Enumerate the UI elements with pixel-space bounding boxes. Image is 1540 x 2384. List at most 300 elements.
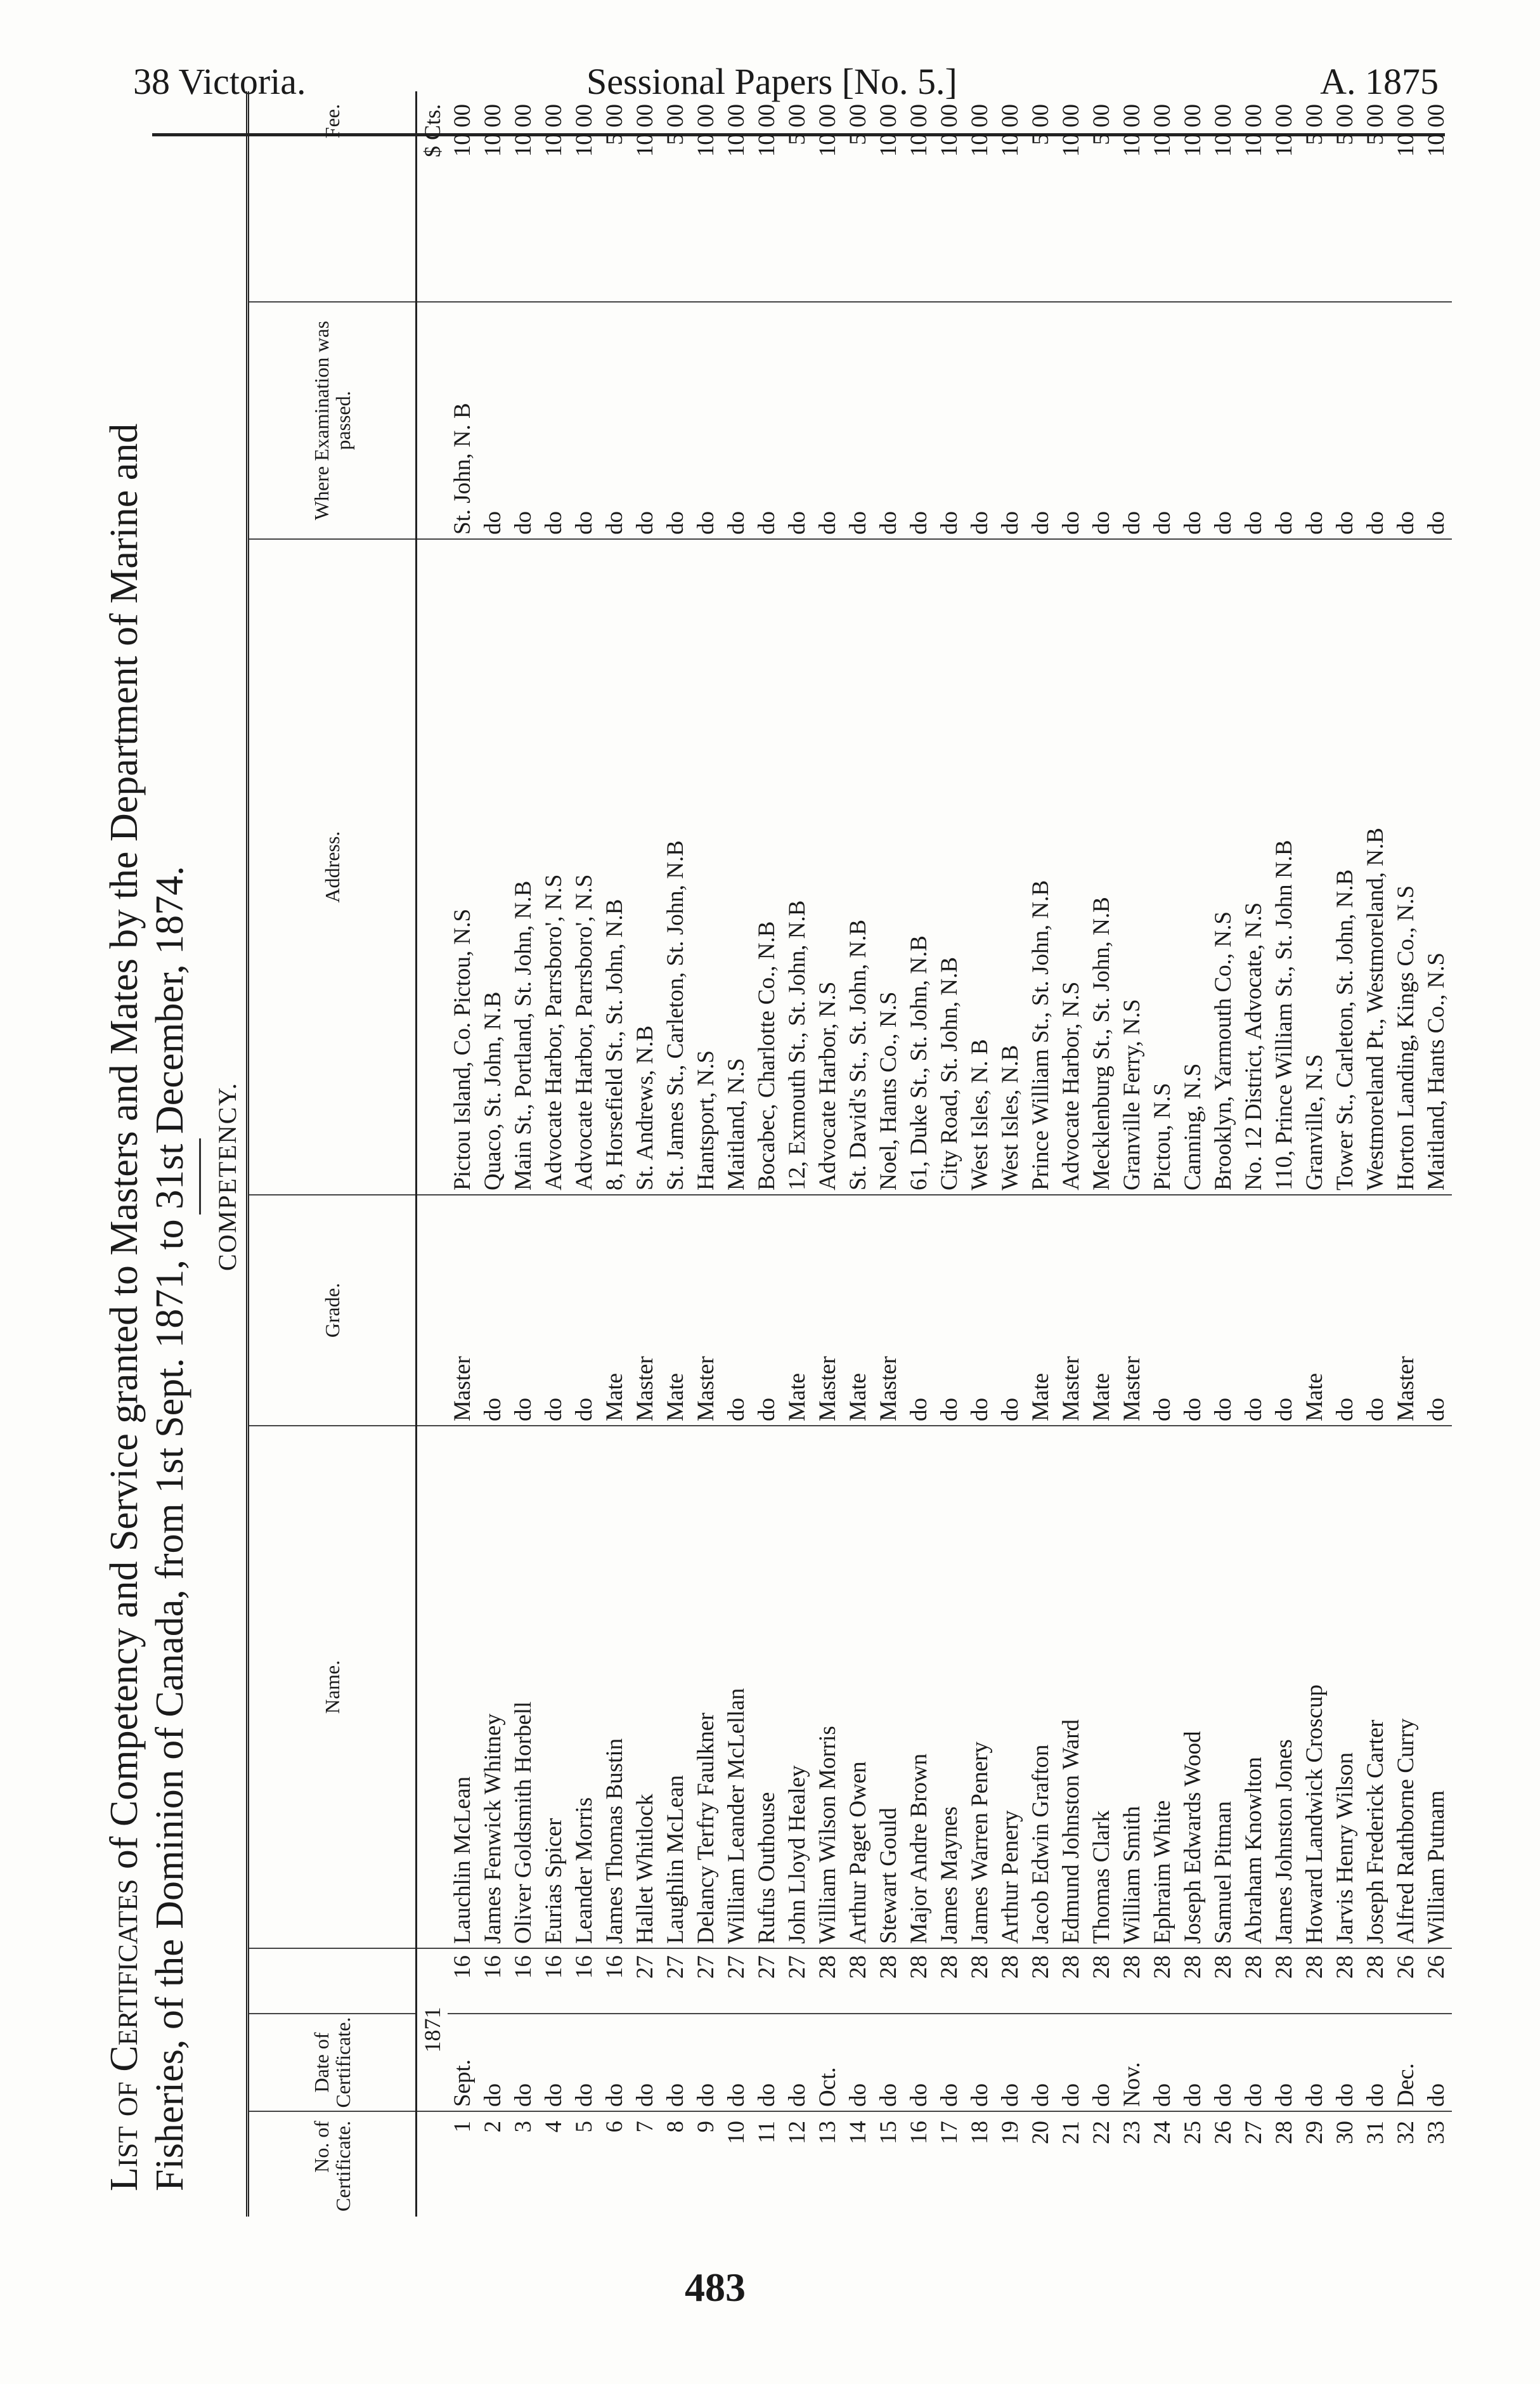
certificate-month: do (1239, 2014, 1269, 2111)
certificate-day: 26 (1421, 1948, 1452, 2014)
holder-name: Jacob Edwin Grafton (1026, 1426, 1056, 1948)
header-grade: Grade. (248, 1195, 417, 1426)
certificate-number: 8 (663, 2121, 689, 2133)
table-row (1239, 91, 1269, 2217)
holder-name: Joseph Edwards Wood (1178, 1426, 1208, 1948)
examination-place: do (1421, 302, 1452, 539)
examination-place: do (1087, 302, 1117, 539)
address: Brooklyn, Yarmouth Co., N.S (1208, 539, 1239, 1195)
certificate-month: do (904, 2014, 935, 2111)
address: Mecklenburg St., St. John, N.B (1087, 539, 1117, 1195)
table-row (1300, 91, 1330, 2217)
certificate-number: 25 (1180, 2121, 1206, 2144)
table-row (478, 91, 508, 2217)
certificate-number: 9 (693, 2121, 719, 2133)
certificate-number: 15 (876, 2121, 902, 2144)
address: Maitland, Hants Co., N.S (1421, 539, 1452, 1195)
table-row (813, 91, 843, 2217)
table-row (935, 91, 965, 2217)
certificate-number: 4 (541, 2121, 567, 2133)
grade: Master (448, 1195, 478, 1426)
certificate-number: 13 (815, 2121, 841, 2144)
certificate-month: do (478, 2014, 508, 2111)
holder-name: Jarvis Henry Wilson (1330, 1426, 1361, 1948)
address: Granville, N.S (1300, 539, 1330, 1195)
certificate-day: 27 (630, 1948, 661, 2014)
address: Quaco, St. John, N.B (478, 539, 508, 1195)
holder-name: James Thomas Bustin (600, 1426, 630, 1948)
examination-place: do (995, 302, 1026, 539)
certificate-day: 28 (1330, 1948, 1361, 2014)
grade: Mate (1026, 1195, 1056, 1426)
holder-name: Stewart Gould (874, 1426, 904, 1948)
certificate-month: do (1361, 2014, 1391, 2111)
table-row (782, 91, 813, 2217)
holder-name: Howard Landwick Croscup (1300, 1426, 1330, 1948)
grade: do (1330, 1195, 1361, 1426)
certificate-day: 28 (1026, 1948, 1056, 2014)
certificate-month: do (1056, 2014, 1087, 2111)
examination-place: do (1117, 302, 1148, 539)
year-row (417, 91, 448, 2217)
header-name: Name. (248, 1426, 417, 1948)
address: Pictou Island, Co. Pictou, N.S (448, 539, 478, 1195)
grade: Master (691, 1195, 721, 1426)
grade: do (995, 1195, 1026, 1426)
grade: Master (630, 1195, 661, 1426)
holder-name: Ephraim White (1148, 1426, 1178, 1948)
header-fee: Fee. (248, 91, 417, 302)
certificate-number: 27 (1241, 2121, 1267, 2144)
address: Westmoreland Pt., Westmoreland, N.B (1361, 539, 1391, 1195)
certificate-month: do (965, 2014, 995, 2111)
certificate-number: 31 (1362, 2121, 1388, 2144)
fee: 10 00 (1421, 91, 1452, 302)
address: 110, Prince William St., St. John N.B (1269, 539, 1300, 1195)
fee: 10 00 (1239, 91, 1269, 302)
grade: do (721, 1195, 752, 1426)
certificate-month: do (752, 2014, 782, 2111)
fee: 10 00 (1178, 91, 1208, 302)
address: West Isles, N. B (965, 539, 995, 1195)
certificate-number: 29 (1302, 2121, 1328, 2144)
certificate-month: do (630, 2014, 661, 2111)
certificate-day: 16 (539, 1948, 569, 2014)
examination-place: do (1026, 302, 1056, 539)
certificate-day: 28 (874, 1948, 904, 2014)
examination-place: do (478, 302, 508, 539)
certificate-day: 28 (1148, 1948, 1178, 2014)
table-row (1269, 91, 1300, 2217)
rotated-table-page (101, 104, 1449, 2217)
certificate-number: 16 (906, 2121, 932, 2144)
examination-place: do (1056, 302, 1087, 539)
table-row (691, 91, 721, 2217)
certificate-number: 1 (450, 2121, 476, 2133)
certificate-number: 33 (1423, 2121, 1449, 2144)
examination-place: do (874, 302, 904, 539)
grade: do (965, 1195, 995, 1426)
certificate-month: do (995, 2014, 1026, 2111)
holder-name: William Smith (1117, 1426, 1148, 1948)
certificate-day: 28 (1300, 1948, 1330, 2014)
grade: Mate (843, 1195, 874, 1426)
examination-place: do (1391, 302, 1421, 539)
address: Advocate Harbor, N.S (813, 539, 843, 1195)
fee: 10 00 (1391, 91, 1421, 302)
grade: do (539, 1195, 569, 1426)
table-row (1026, 91, 1056, 2217)
certificate-number: 26 (1210, 2121, 1236, 2144)
grade: Mate (782, 1195, 813, 1426)
fee: 10 00 (630, 91, 661, 302)
certificate-day: 16 (508, 1948, 539, 2014)
certificate-month: do (1269, 2014, 1300, 2111)
certificate-day: 28 (965, 1948, 995, 2014)
address: West Isles, N.B (995, 539, 1026, 1195)
fee: 5 00 (1330, 91, 1361, 302)
fee: 10 00 (508, 91, 539, 302)
fee-units: $ Cts. (417, 91, 448, 302)
holder-name: William Wilson Morris (813, 1426, 843, 1948)
table-row (569, 91, 600, 2217)
holder-name: William Putnam (1421, 1426, 1452, 1948)
certificate-day: 28 (1087, 1948, 1117, 2014)
address: No. 12 District, Advocate, N.S (1239, 539, 1269, 1195)
certificate-number: 17 (936, 2121, 962, 2144)
address: 61, Duke St., St. John, N.B (904, 539, 935, 1195)
certificate-day: 26 (1391, 1948, 1421, 2014)
certificate-day: 27 (721, 1948, 752, 2014)
table-row (1208, 91, 1239, 2217)
address: Advocate Harbor, Parrsboro', N.S (539, 539, 569, 1195)
address: Tower St., Carleton, St. John, N.B (1330, 539, 1361, 1195)
page-number: 483 (685, 2265, 746, 2310)
holder-name: Major Andre Brown (904, 1426, 935, 1948)
title-line-1-rest: of Competency and Service granted to Masters and Mates by the Department of Marine and (103, 423, 146, 1879)
address: Noel, Hants Co., N.S (874, 539, 904, 1195)
table-row (630, 91, 661, 2217)
holder-name: Laughlin McLean (661, 1426, 691, 1948)
certificate-day: 28 (1056, 1948, 1087, 2014)
certificate-day: 28 (813, 1948, 843, 2014)
address: City Road, St. John, N.B (935, 539, 965, 1195)
certificate-month: Nov. (1117, 2014, 1148, 2111)
running-head-center: Sessional Papers [No. 5.] (586, 61, 957, 102)
examination-place: do (721, 302, 752, 539)
holder-name: Delancy Terfry Faulkner (691, 1426, 721, 1948)
table-row (508, 91, 539, 2217)
fee: 10 00 (448, 91, 478, 302)
grade: do (1148, 1195, 1178, 1426)
address: Canning, N.S (1178, 539, 1208, 1195)
grade: do (752, 1195, 782, 1426)
grade: do (508, 1195, 539, 1426)
certificate-day: 27 (691, 1948, 721, 2014)
grade: Master (874, 1195, 904, 1426)
examination-place: do (1208, 302, 1239, 539)
table-row (995, 91, 1026, 2217)
certificate-month: do (721, 2014, 752, 2111)
certificate-day: 28 (995, 1948, 1026, 2014)
address: 12, Exmouth St., St. John, N.B (782, 539, 813, 1195)
certificate-month: Dec. (1391, 2014, 1421, 2111)
table-row (448, 91, 478, 2217)
certificate-number: 5 (571, 2121, 597, 2133)
running-head-right: A. 1875 (1320, 61, 1439, 102)
fee: 10 00 (539, 91, 569, 302)
certificate-month: do (691, 2014, 721, 2111)
certificate-day: 27 (752, 1948, 782, 2014)
fee: 10 00 (965, 91, 995, 302)
section-heading: COMPETENCY. (213, 1082, 242, 1271)
examination-place: do (1330, 302, 1361, 539)
address: Prince William St., St. John, N.B (1026, 539, 1056, 1195)
table-row (874, 91, 904, 2217)
certificate-day: 16 (448, 1948, 478, 2014)
fee: 5 00 (1087, 91, 1117, 302)
fee: 10 00 (1056, 91, 1087, 302)
table-row (1330, 91, 1361, 2217)
header-no: No. of Certificate. (248, 2111, 417, 2217)
certificate-number: 2 (480, 2121, 506, 2133)
examination-place: do (965, 302, 995, 539)
fee: 10 00 (995, 91, 1026, 302)
certificates-table (246, 91, 1452, 2217)
certificate-number: 10 (723, 2121, 749, 2144)
holder-name: Thomas Clark (1087, 1426, 1117, 1948)
address: St. James St., Carleton, St. John, N.B (661, 539, 691, 1195)
certificate-month: do (843, 2014, 874, 2111)
certificate-day: 28 (843, 1948, 874, 2014)
holder-name: Arthur Penery (995, 1426, 1026, 1948)
certificate-day: 28 (1269, 1948, 1300, 2014)
header-date: Date of Certificate. (248, 2014, 417, 2111)
certificate-number: 32 (1393, 2121, 1419, 2144)
table-row (1421, 91, 1452, 2217)
holder-name: James Maynes (935, 1426, 965, 1948)
table-row (721, 91, 752, 2217)
holder-name: Leander Morris (569, 1426, 600, 1948)
title-line-1 (101, 136, 147, 2191)
certificate-number: 12 (784, 2121, 810, 2144)
table-row (1361, 91, 1391, 2217)
certificate-month: do (600, 2014, 630, 2111)
running-head-left: 38 Victoria. (133, 61, 306, 102)
certificate-month: do (539, 2014, 569, 2111)
address: Horton Landing, Kings Co., N.S (1391, 539, 1421, 1195)
certificate-month: do (1300, 2014, 1330, 2111)
certificate-month: do (1026, 2014, 1056, 2111)
certificate-number: 24 (1149, 2121, 1175, 2144)
header-address: Address. (248, 539, 417, 1195)
year-label: 1871 (417, 1948, 448, 2111)
grade: do (904, 1195, 935, 1426)
holder-name: Abraham Knowlton (1239, 1426, 1269, 1948)
table-row (843, 91, 874, 2217)
table-row (1087, 91, 1117, 2217)
certificate-day: 28 (935, 1948, 965, 2014)
certificate-number: 20 (1028, 2121, 1054, 2144)
certificate-day: 28 (1239, 1948, 1269, 2014)
certificate-number: 7 (632, 2121, 658, 2133)
fee: 10 00 (874, 91, 904, 302)
grade: do (1239, 1195, 1269, 1426)
grade: do (569, 1195, 600, 1426)
certificate-month: do (1330, 2014, 1361, 2111)
certificate-month: do (1148, 2014, 1178, 2111)
table-row (661, 91, 691, 2217)
table-row (1117, 91, 1148, 2217)
table-row (1178, 91, 1208, 2217)
holder-name: Arthur Paget Owen (843, 1426, 874, 1948)
certificate-number: 11 (754, 2121, 780, 2144)
certificate-day: 16 (478, 1948, 508, 2014)
table-row (600, 91, 630, 2217)
examination-place: do (691, 302, 721, 539)
title-divider (199, 1138, 201, 1215)
grade: Master (1117, 1195, 1148, 1426)
table-row (1056, 91, 1087, 2217)
holder-name: Lauchlin McLean (448, 1426, 478, 1948)
grade: Mate (1087, 1195, 1117, 1426)
certificate-month: do (874, 2014, 904, 2111)
holder-name: Eurias Spicer (539, 1426, 569, 1948)
address: St. David's St., St. John, N.B (843, 539, 874, 1195)
holder-name: Edmund Johnston Ward (1056, 1426, 1087, 1948)
table-header-row (248, 91, 417, 2217)
address: Maitland, N.S (721, 539, 752, 1195)
certificate-number: 18 (967, 2121, 993, 2144)
certificate-day: 28 (1208, 1948, 1239, 2014)
certificate-day: 28 (1361, 1948, 1391, 2014)
address: Hantsport, N.S (691, 539, 721, 1195)
grade: Mate (1300, 1195, 1330, 1426)
examination-place: do (904, 302, 935, 539)
fee: 10 00 (1117, 91, 1148, 302)
fee: 10 00 (935, 91, 965, 302)
holder-name: Hallet Whitlock (630, 1426, 661, 1948)
fee: 5 00 (661, 91, 691, 302)
examination-place: do (1148, 302, 1178, 539)
examination-place: do (935, 302, 965, 539)
certificate-day: 28 (904, 1948, 935, 2014)
examination-place: do (813, 302, 843, 539)
address: 8, Horsefield St., St. John, N.B (600, 539, 630, 1195)
certificate-month: do (1178, 2014, 1208, 2111)
grade: do (1361, 1195, 1391, 1426)
examination-place: do (1239, 302, 1269, 539)
address: St. Andrews, N.B (630, 539, 661, 1195)
grade: Master (1056, 1195, 1087, 1426)
fee: 10 00 (752, 91, 782, 302)
fee: 5 00 (1361, 91, 1391, 302)
certificate-number: 28 (1271, 2121, 1297, 2144)
grade: Mate (600, 1195, 630, 1426)
certificate-day: 28 (1117, 1948, 1148, 2014)
address: Pictou, N.S (1148, 539, 1178, 1195)
holder-name: Alfred Rathborne Curry (1391, 1426, 1421, 1948)
examination-place: do (630, 302, 661, 539)
certificate-month: do (569, 2014, 600, 2111)
certificate-month: Sept. (448, 2014, 478, 2111)
grade: Master (1391, 1195, 1421, 1426)
certificate-day: 27 (661, 1948, 691, 2014)
grade: do (1178, 1195, 1208, 1426)
fee: 10 00 (721, 91, 752, 302)
certificate-number: 22 (1089, 2121, 1115, 2144)
header-date-day (248, 1948, 417, 2014)
table-row (539, 91, 569, 2217)
grade: do (1208, 1195, 1239, 1426)
title-lead: List of Certificates (103, 1879, 146, 2191)
fee: 5 00 (1026, 91, 1056, 302)
certificate-number: 30 (1332, 2121, 1358, 2144)
table-row (752, 91, 782, 2217)
examination-place: do (539, 302, 569, 539)
fee: 10 00 (569, 91, 600, 302)
examination-place: do (843, 302, 874, 539)
fee: 10 00 (1148, 91, 1178, 302)
holder-name: James Warren Penery (965, 1426, 995, 1948)
certificate-number: 21 (1058, 2121, 1084, 2144)
fee: 10 00 (478, 91, 508, 302)
holder-name: Rufus Outhouse (752, 1426, 782, 1948)
address: Advocate Harbor, Parrsboro', N.S (569, 539, 600, 1195)
table-row (1148, 91, 1178, 2217)
certificate-number: 19 (997, 2121, 1023, 2144)
certificate-day: 16 (600, 1948, 630, 2014)
certificate-day: 28 (1178, 1948, 1208, 2014)
fee: 5 00 (600, 91, 630, 302)
certificate-number: 23 (1119, 2121, 1145, 2144)
certificate-month: do (661, 2014, 691, 2111)
certificate-number: 3 (510, 2121, 536, 2133)
header-where: Where Examination was passed. (248, 302, 417, 539)
address: Granville Ferry, N.S (1117, 539, 1148, 1195)
certificate-month: do (508, 2014, 539, 2111)
certificate-month: do (782, 2014, 813, 2111)
grade: do (1421, 1195, 1452, 1426)
examination-place: do (1269, 302, 1300, 539)
certificate-number: 6 (602, 2121, 628, 2133)
fee: 10 00 (813, 91, 843, 302)
document-title (101, 136, 193, 2217)
fee: 10 00 (1208, 91, 1239, 302)
holder-name: John Lloyd Healey (782, 1426, 813, 1948)
certificate-month: do (1087, 2014, 1117, 2111)
examination-place: do (1178, 302, 1208, 539)
fee: 10 00 (904, 91, 935, 302)
examination-place: do (569, 302, 600, 539)
certificate-day: 16 (569, 1948, 600, 2014)
title-line-2: Fisheries, of the Dominion of Canada, from 1st Sept. 1871, to 31st December, 1874. (148, 866, 191, 2191)
address: Bocabec, Charlotte Co., N.B (752, 539, 782, 1195)
table-row (965, 91, 995, 2217)
holder-name: James Fenwick Whitney (478, 1426, 508, 1948)
table-row (1391, 91, 1421, 2217)
certificate-number: 14 (845, 2121, 871, 2144)
holder-name: Oliver Goldsmith Horbell (508, 1426, 539, 1948)
certificate-month: do (935, 2014, 965, 2111)
examination-place: do (1361, 302, 1391, 539)
address: Advocate Harbor, N.S (1056, 539, 1087, 1195)
examination-place: do (600, 302, 630, 539)
examination-place: do (752, 302, 782, 539)
table-row (904, 91, 935, 2217)
grade: do (935, 1195, 965, 1426)
fee: 5 00 (843, 91, 874, 302)
